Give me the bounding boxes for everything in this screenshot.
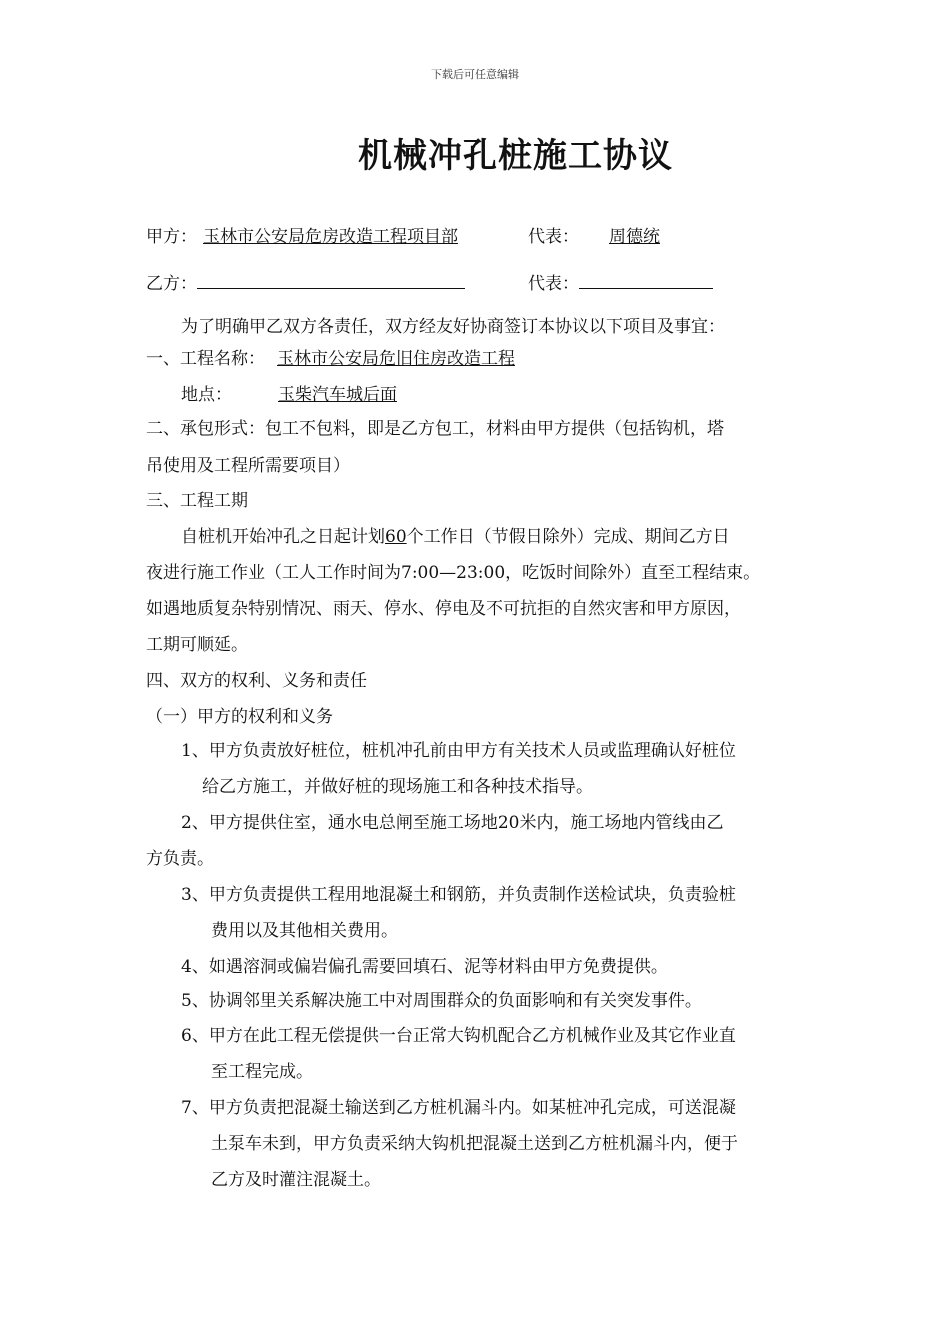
party-b-blank (197, 270, 465, 289)
rights-heading: 四、双方的权利、义务和责任 (146, 671, 367, 691)
period-line-3: 如遇地质复杂特别情况、雨天、停水、停电及不可抗拒的自然灾害和甲方原因， (146, 599, 741, 619)
party-a-rep-label: 代表： (528, 227, 579, 247)
rights-item-7-line-1: 7、甲方负责把混凝土输送到乙方桩机漏斗内。如某桩冲孔完成，可送混凝 (181, 1098, 736, 1118)
rights-subheading: （一）甲方的权利和义务 (146, 707, 333, 727)
rights-item-5: 5、协调邻里关系解决施工中对周围群众的负面影响和有关突发事件。 (181, 991, 702, 1011)
rights-item-6-line-1: 6、甲方在此工程无偿提供一台正常大钩机配合乙方机械作业及其它作业直 (181, 1026, 736, 1046)
period-heading: 三、工程工期 (146, 491, 248, 511)
period-line-2: 夜进行施工作业（工人工作时间为7:00—23:00，吃饭时间除外）直至工程结束。 (146, 563, 761, 583)
rights-item-7-line-2: 土泵车未到，甲方负责采纳大钩机把混凝土送到乙方桩机漏斗内，便于 (211, 1134, 738, 1154)
rights-item-7-line-3: 乙方及时灌注混凝土。 (211, 1170, 381, 1190)
rights-item-4: 4、如遇溶洞或偏岩偏孔需要回填石、泥等材料由甲方免费提供。 (181, 957, 668, 977)
party-a-value: 玉林市公安局危房改造工程项目部 (203, 227, 458, 247)
project-name-line (146, 348, 519, 370)
party-a-label: 甲方： (146, 227, 197, 247)
party-b-rep-label: 代表： (528, 274, 579, 294)
party-b-rep-line (528, 270, 713, 295)
rights-item-6-line-2: 至工程完成。 (211, 1062, 313, 1082)
period-text-post: 个工作日（节假日除外）完成、期间乙方日 (406, 527, 730, 547)
party-a-rep-line (528, 226, 698, 248)
contract-line-2: 吊使用及工程所需要项目） (146, 456, 350, 476)
party-a-rep-value: 周德统 (609, 227, 660, 247)
project-location-line (181, 384, 515, 406)
rights-item-3-line-1: 3、甲方负责提供工程用地混凝土和钢筋，并负责制作送检试块，负责验桩 (181, 885, 736, 905)
rights-item-3-line-2: 费用以及其他相关费用。 (211, 921, 398, 941)
rights-item-2-line-1: 2、甲方提供住室，通水电总闸至施工场地20米内，施工场地内管线由乙 (181, 813, 724, 833)
party-b-line (146, 270, 465, 295)
project-location-label: 地点： (181, 385, 232, 405)
rights-item-2-line-2: 方负责。 (146, 849, 214, 869)
rights-item-1-line-2: 给乙方施工，并做好桩的现场施工和各种技术指导。 (202, 777, 593, 797)
project-location-value: 玉柴汽车城后面 (278, 385, 397, 405)
rights-item-1-line-1: 1、甲方负责放好桩位，桩机冲孔前由甲方有关技术人员或监理确认好桩位 (181, 741, 736, 761)
party-b-rep-blank (579, 270, 713, 289)
period-text-pre: 自桩机开始冲孔之日起计划 (181, 527, 385, 547)
contract-line-1: 二、承包形式：包工不包料，即是乙方包工，材料由甲方提供（包括钩机，塔 (146, 419, 724, 439)
intro-paragraph: 为了明确甲乙双方各责任，双方经友好协商签订本协议以下项目及事宜： (181, 317, 725, 337)
period-days: 60 (385, 527, 407, 547)
period-line-4: 工期可顺延。 (146, 635, 248, 655)
period-line-1 (181, 526, 730, 548)
project-name-value: 玉林市公安局危旧住房改造工程 (277, 349, 515, 369)
party-b-label: 乙方： (146, 274, 197, 294)
header-note: 下载后可任意编辑 (431, 68, 519, 81)
party-a-line (146, 226, 464, 248)
project-name-label: 一、工程名称： (146, 349, 265, 369)
document-title: 机械冲孔桩施工协议 (358, 136, 673, 176)
